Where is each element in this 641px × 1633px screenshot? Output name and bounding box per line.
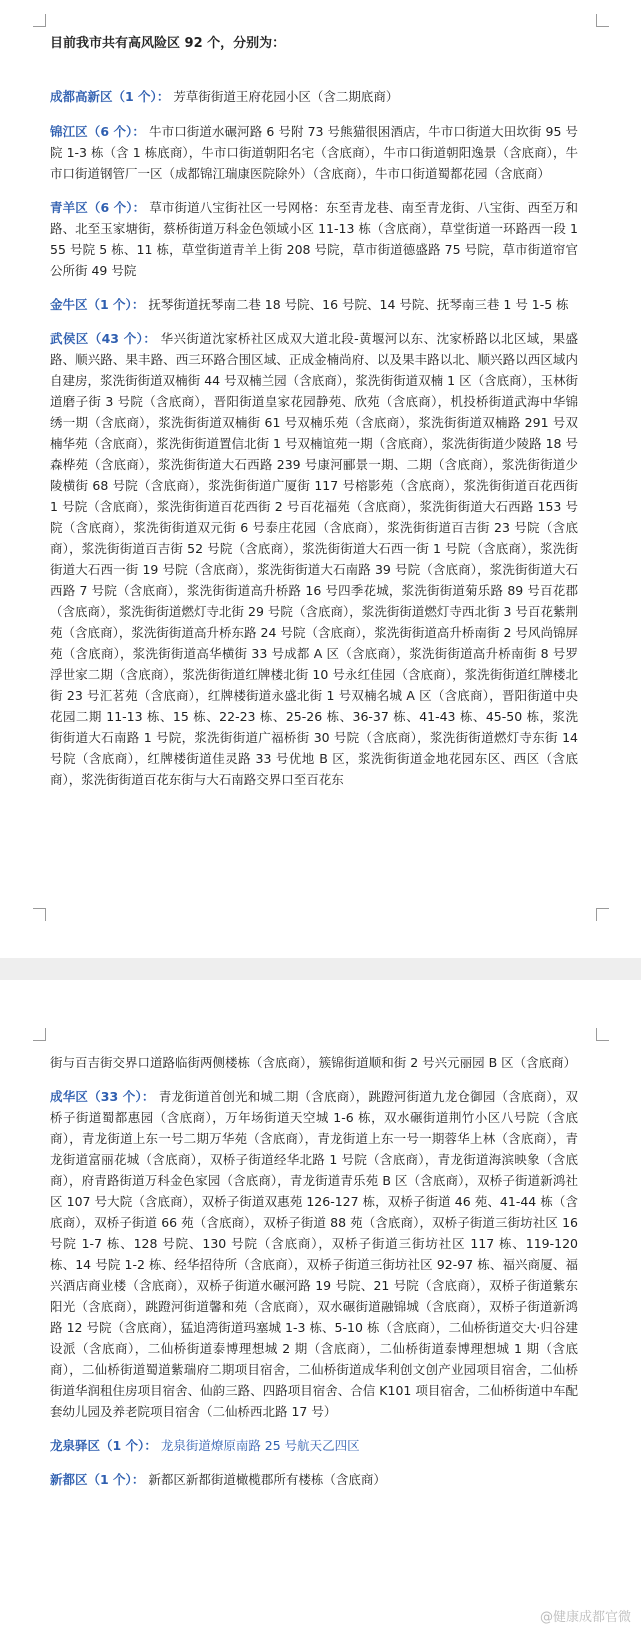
district-areas: 草市街道八宝街社区一号网格：东至青龙巷、南至青龙街、八宝街、西至万和路、北至玉家塘街，蔡桥街道万科金色领域小区 11-13 栋（含底商），草堂街道一环路西一段 155 号院 5 栋、11 栋，草堂街道青羊上街 208 号院，草市街道德盛路 75 号院，草市街道帘官公所街 49 号院 <box>50 200 578 278</box>
weibo-watermark: @健康成都官微 <box>539 1610 631 1625</box>
page-2-body <box>50 1052 578 1490</box>
section-qingyang: 青羊区（6 个）： 草市街道八宝街社区一号网格：东至青龙巷、南至青龙街、八宝街、西至万和路、北至玉家塘街，蔡桥街道万科金色领域小区 11-13 栋（含底商），草堂街道一环路西一段 155 号院 5 栋、11 栋，草堂街道青羊上街 208 号院，草市街道德盛路 75 号院，草市街道帘官公所街 49 号院 <box>50 200 578 278</box>
document-page-2 <box>0 980 641 1633</box>
district-areas: 新都区新都街道橄榄郡所有楼栋（含底商） <box>148 1472 386 1487</box>
page-corner-mark <box>596 14 609 27</box>
intro-heading: 目前我市共有高风险区 92 个，分别为： <box>50 36 286 51</box>
page-corner-mark <box>33 14 46 27</box>
district-areas: 街与百吉街交界口道路临街两侧楼栋（含底商），簇锦街道顺和街 2 号兴元丽园 B 区（含底商） <box>50 1055 577 1070</box>
district-name: 龙泉驿区（1 个） <box>50 1438 145 1453</box>
section-xindu: 新都区（1 个）： 新都区新都街道橄榄郡所有楼栋（含底商） <box>50 1472 386 1487</box>
page-corner-mark <box>33 1028 46 1041</box>
district-areas: 青龙街道首创光和城二期（含底商），跳蹬河街道九龙仓御园（含底商），双桥子街道蜀都惠园（含底商），万年场街道天空城 1-6 栋，双水碾街道荆竹小区八号院（含底商），青龙街道上东一号二期万华苑（含底商），青龙街道上东一号一期蓉华上林（含底商），青龙街道富丽花城（含底商），双桥子街道经华北路 1 号院（含底商），青龙街道海滨映象（含底商），府青路街道万科金色家园（含底商），青龙街道青乐苑 B 区（含底商），双桥子街道新鸿社区 107 号大院（含底商），双桥子街道双惠苑 126-127 栋，双桥子街道 46 苑、41-44 栋（含底商），双桥子街道 66 苑（含底商），双桥子街道 88 苑（含底商），双桥子街道三街坊社区 16 号院 1-7 栋、128 号院、130 号院（含底商），双桥子街道三街坊社区 117 栋、119-120 栋、14 号院 1-2 栋、经华招待所（含底商），双桥子街道三街坊社区 92-97 栋、福兴商厦、福兴酒店商业楼（含底商），双桥子街道水碾河路 19 号院、21 号院（含底商），双桥子街道紫东阳光（含底商），跳蹬河街道馨和苑（含底商），双水碾街道融锦城（含底商），双桥子街道新鸿路 12 号院（含底商），猛追湾街道玛塞城 1-3 栋、5-10 栋（含底商），二仙桥街道交大·归谷建设派（含底商），二仙桥街道泰博理想城 2 期（含底商），二仙桥街道泰博理想城 1 期（含底商），二仙桥街道蜀道紫瑞府二期项目宿舍，二仙桥街道成华利创文创产业园项目宿舍，二仙桥街道华润租住房项目宿舍、仙韵三路、四路项目宿舍、合信 K101 项目宿舍，二仙桥街道中车配套幼儿园及养老院项目宿舍（二仙桥西北路 17 号） <box>50 1089 578 1419</box>
district-name: 成华区（33 个） <box>50 1089 142 1104</box>
section-jinjiang: 锦江区（6 个）： 牛市口街道水碾河路 6 号附 73 号熊猫很困酒店，牛市口街道大田坎街 95 号院 1-3 栋（含 1 栋底商），牛市口街道朝阳名宅（含底商），牛市口街道朝阳逸景（含底商），牛市口街道钢管厂一区（成都锦江瑞康医院除外）（含底商），牛市口街道蜀都花园（含底商） <box>50 124 578 181</box>
district-name: 成都高新区（1 个） <box>50 89 157 104</box>
district-areas: 芳草街街道王府花园小区（含二期底商） <box>173 89 399 104</box>
section-gaoxin: 成都高新区（1 个）： 芳草街街道王府花园小区（含二期底商） <box>50 89 399 104</box>
district-name: 青羊区（6 个） <box>50 200 133 215</box>
district-areas: 龙泉街道燎原南路 25 号航天乙四区 <box>160 1438 360 1453</box>
district-areas: 抚琴街道抚琴南二巷 18 号院、16 号院、14 号院、抚琴南三巷 1 号 1-5 栋 <box>148 297 569 312</box>
page-gap <box>0 958 641 980</box>
section-wuhou-part-2 <box>50 1052 578 1073</box>
district-name: 金牛区（1 个） <box>50 297 132 312</box>
page-corner-mark <box>33 908 46 921</box>
section-chenghua: 成华区（33 个）： 青龙街道首创光和城二期（含底商），跳蹬河街道九龙仓御园（含底商），双桥子街道蜀都惠园（含底商），万年场街道天空城 1-6 栋，双水碾街道荆竹小区八号院（含底商），青龙街道上东一号二期万华苑（含底商），青龙街道上东一号一期蓉华上林（含底商），青龙街道富丽花城（含底商），双桥子街道经华北路 1 号院（含底商），青龙街道海滨映象（含底商），府青路街道万科金色家园（含底商），青龙街道青乐苑 B 区（含底商），双桥子街道新鸿社区 107 号大院（含底商），双桥子街道双惠苑 126-127 栋，双桥子街道 46 苑、41-44 栋（含底商），双桥子街道 66 苑（含底商），双桥子街道 88 苑（含底商），双桥子街道三街坊社区 16 号院 1-7 栋、128 号院、130 号院（含底商），双桥子街道三街坊社区 117 栋、119-120 栋、14 号院 1-2 栋、经华招待所（含底商），双桥子街道三街坊社区 92-97 栋、福兴商厦、福兴酒店商业楼（含底商），双桥子街道水碾河路 19 号院、21 号院（含底商），双桥子街道紫东阳光（含底商），跳蹬河街道馨和苑（含底商），双水碾街道融锦城（含底商），双桥子街道新鸿路 12 号院（含底商），猛追湾街道玛塞城 1-3 栋、5-10 栋（含底商），二仙桥街道交大·归谷建设派（含底商），二仙桥街道泰博理想城 2 期（含底商），二仙桥街道泰博理想城 1 期（含底商），二仙桥街道蜀道紫瑞府二期项目宿舍，二仙桥街道成华利创文创产业园项目宿舍，二仙桥街道华润租住房项目宿舍、仙韵三路、四路项目宿舍、合信 K101 项目宿舍，二仙桥街道中车配套幼儿园及养老院项目宿舍（二仙桥西北路 17 号） <box>50 1089 578 1419</box>
page-1-body <box>50 33 578 790</box>
district-areas: 牛市口街道水碾河路 6 号附 73 号熊猫很困酒店，牛市口街道大田坎街 95 号院 1-3 栋（含 1 栋底商），牛市口街道朝阳名宅（含底商），牛市口街道朝阳逸景（含底商），牛市口街道钢管厂一区（成都锦江瑞康医院除外）（含底商），牛市口街道蜀都花园（含底商） <box>50 124 578 181</box>
page-corner-mark <box>596 1028 609 1041</box>
section-longquanyi: 龙泉驿区（1 个）： 龙泉街道燎原南路 25 号航天乙四区 <box>50 1438 360 1453</box>
district-name: 锦江区（6 个） <box>50 124 133 139</box>
district-name: 武侯区（43 个） <box>50 331 144 346</box>
district-name: 新都区（1 个） <box>50 1472 132 1487</box>
section-wuhou-part-1: 武侯区（43 个）： 华兴街道沈家桥社区成双大道北段-黄堰河以东、沈家桥路以北区域，果盛路、顺兴路、果丰路、西三环路合围区域、正成金楠尚府、以及果丰路以北、顺兴路以西区域内自建房，浆洗街街道双楠街 44 号双楠兰园（含底商），浆洗街街道双楠 1 区（含底商），玉林街道磨子街 3 号院（含底商），晋阳街道皇家花园静苑、欣苑（含底商），机投桥街道武海中华锦绣一期（含底商），浆洗街街道双楠街 61 号双楠乐苑（含底商），浆洗街街道双楠路 291 号双楠华苑（含底商），浆洗街街道置信北街 1 号双楠谊苑一期（含底商），浆洗街街道少陵路 18 号森桦苑（含底商），浆洗街街道大石西路 239 号康河郦景一期、二期（含底商），浆洗街街道少陵横街 68 号院（含底商），浆洗街街道广厦街 117 号榕影苑（含底商），浆洗街街道百花西街 1 号院（含底商），浆洗街街道百花西街 2 号百花福苑（含底商），浆洗街街道大石西路 153 号院（含底商），浆洗街街道双元街 6 号泰庄花园（含底商），浆洗街街道百吉街 23 号院（含底商），浆洗街街道百吉街 52 号院（含底商），浆洗街街道大石西一街 1 号院（含底商），浆洗街街道大石西一街 19 号院（含底商），浆洗街街道大石南路 39 号院（含底商），浆洗街街道大石西路 7 号院（含底商），浆洗街街道高升桥路 16 号四季花城，浆洗街街道菊乐路 89 号百花郡（含底商），浆洗街街道燃灯寺北街 29 号院（含底商），浆洗街街道燃灯寺西北街 3 号百花紫荆苑（含底商），浆洗街街道高升桥东路 24 号院（含底商），浆洗街街道高升桥南街 2 号风尚锦屏苑（含底商），浆洗街街道高华横街 33 号成都 A 区（含底商），浆洗街街道高升桥南街 8 号罗浮世家二期（含底商），浆洗街街道红牌楼北街 10 号永红佳园（含底商），浆洗街街道红牌楼北街 23 号汇茗苑（含底商），红牌楼街道永盛北街 1 号双楠名城 A 区（含底商），晋阳街道中央花园二期 11-13 栋、15 栋、22-23 栋、25-26 栋、36-37 栋、41-43 栋、45-50 栋，浆洗街街道大石南路 1 号院，浆洗街街道广福桥街 30 号院（含底商），浆洗街街道燃灯寺东街 14 号院（含底商），红牌楼街道佳灵路 33 号优地 B 区，浆洗街街道金地花园东区、西区（含底商），浆洗街街道百花东街与大石南路交界口至百花东 <box>50 331 578 787</box>
page-corner-mark <box>596 908 609 921</box>
section-jinniu: 金牛区（1 个）： 抚琴街道抚琴南二巷 18 号院、16 号院、14 号院、抚琴南三巷 1 号 1-5 栋 <box>50 297 569 312</box>
district-areas: 华兴街道沈家桥社区成双大道北段-黄堰河以东、沈家桥路以北区域，果盛路、顺兴路、果丰路、西三环路合围区域、正成金楠尚府、以及果丰路以北、顺兴路以西区域内自建房，浆洗街街道双楠街 44 号双楠兰园（含底商），浆洗街街道双楠 1 区（含底商），玉林街道磨子街 3 号院（含底商），晋阳街道皇家花园静苑、欣苑（含底商），机投桥街道武海中华锦绣一期（含底商），浆洗街街道双楠街 61 号双楠乐苑（含底商），浆洗街街道双楠路 291 号双楠华苑（含底商），浆洗街街道置信北街 1 号双楠谊苑一期（含底商），浆洗街街道少陵路 18 号森桦苑（含底商），浆洗街街道大石西路 239 号康河郦景一期、二期（含底商），浆洗街街道少陵横街 68 号院（含底商），浆洗街街道广厦街 117 号榕影苑（含底商），浆洗街街道百花西街 1 号院（含底商），浆洗街街道百花西街 2 号百花福苑（含底商），浆洗街街道大石西路 153 号院（含底商），浆洗街街道双元街 6 号泰庄花园（含底商），浆洗街街道百吉街 23 号院（含底商），浆洗街街道百吉街 52 号院（含底商），浆洗街街道大石西一街 1 号院（含底商），浆洗街街道大石西一街 19 号院（含底商），浆洗街街道大石南路 39 号院（含底商），浆洗街街道大石西路 7 号院（含底商），浆洗街街道高升桥路 16 号四季花城，浆洗街街道菊乐路 89 号百花郡（含底商），浆洗街街道燃灯寺北街 29 号院（含底商），浆洗街街道燃灯寺西北街 3 号百花紫荆苑（含底商），浆洗街街道高升桥东路 24 号院（含底商），浆洗街街道高升桥南街 2 号风尚锦屏苑（含底商），浆洗街街道高华横街 33 号成都 A 区（含底商），浆洗街街道高升桥南街 8 号罗浮世家二期（含底商），浆洗街街道红牌楼北街 10 号永红佳园（含底商），浆洗街街道红牌楼北街 23 号汇茗苑（含底商），红牌楼街道永盛北街 1 号双楠名城 A 区（含底商），晋阳街道中央花园二期 11-13 栋、15 栋、22-23 栋、25-26 栋、36-37 栋、41-43 栋、45-50 栋，浆洗街街道大石南路 1 号院，浆洗街街道广福桥街 30 号院（含底商），浆洗街街道燃灯寺东街 14 号院（含底商），红牌楼街道佳灵路 33 号优地 B 区，浆洗街街道金地花园东区、西区（含底商），浆洗街街道百花东街与大石南路交界口至百花东 <box>50 331 578 787</box>
